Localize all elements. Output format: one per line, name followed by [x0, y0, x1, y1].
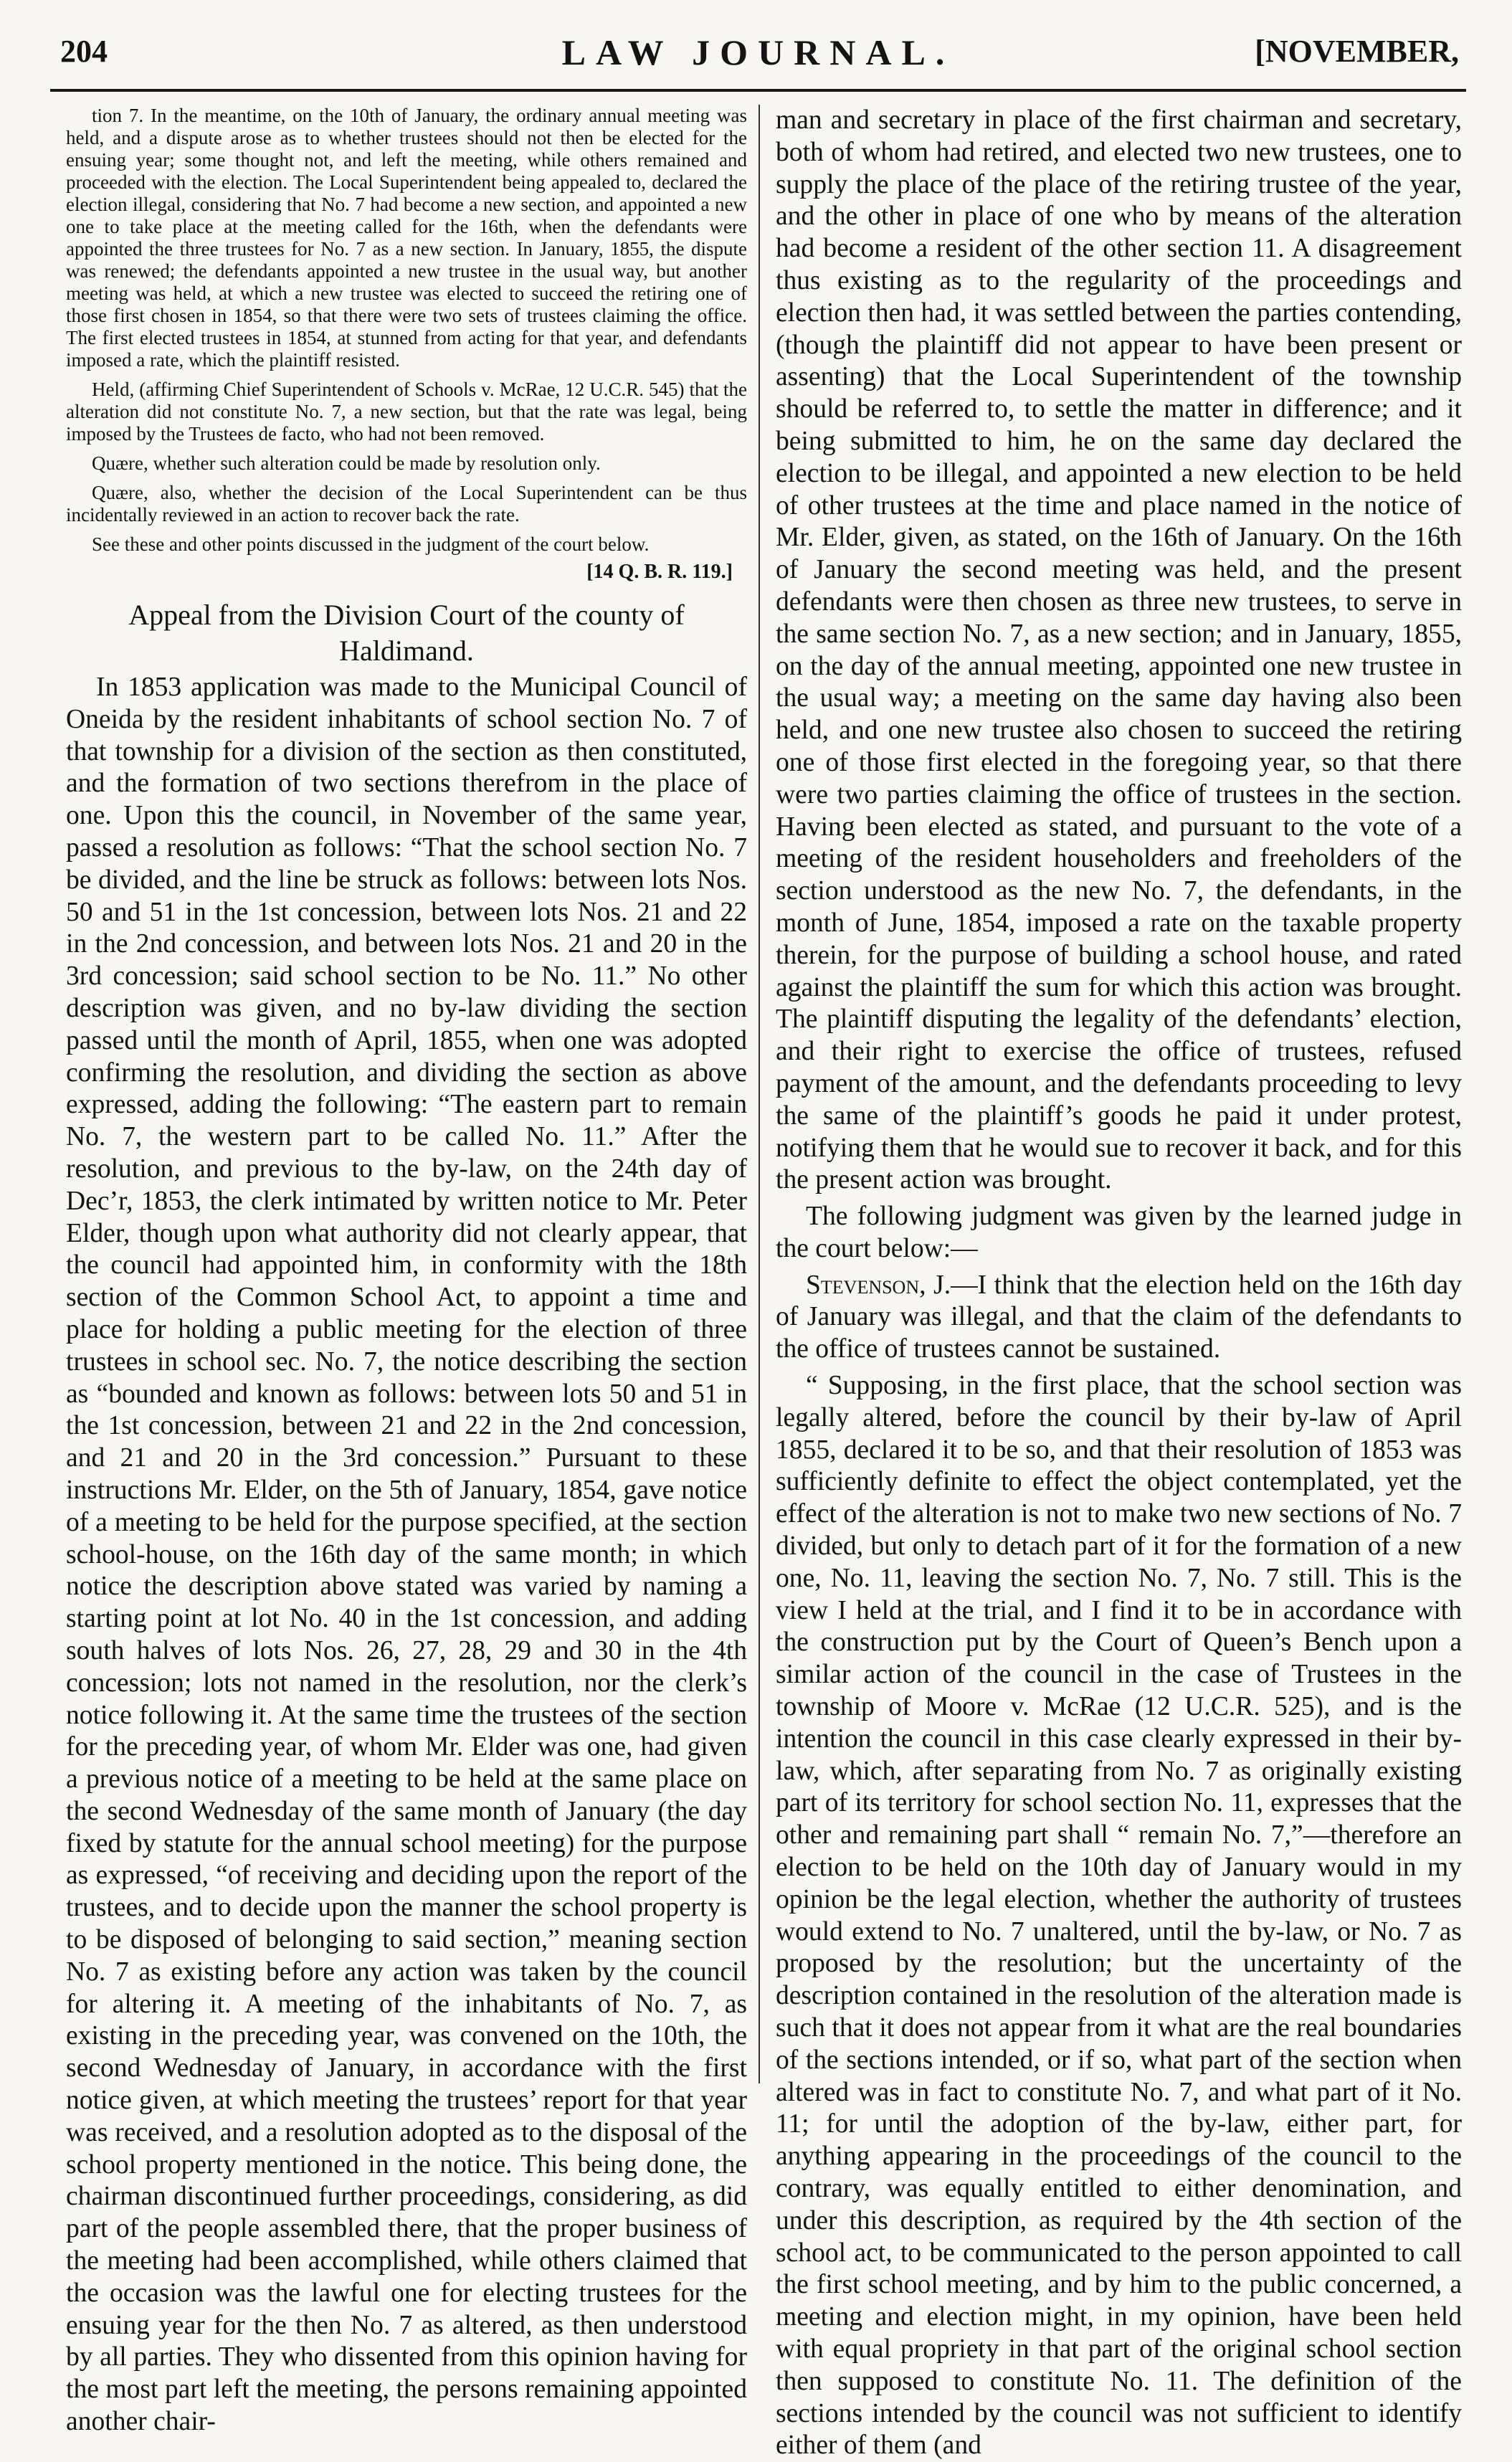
judgment-opening-text: —I think that the election held on the 16th day of January was illegal, and that the claim of the defendants to the office of trustees cannot be sustained. — [776, 1270, 1462, 1364]
headnote-summary: tion 7. In the meantime, on the 10th of January, the ordinary annual meeting was held, and a dispute arose as to whether trustees should not then be elected for the ensuing year; some thought not, and left the meeting, while others remained and proceeded with the election. The Local Superintendent being appealed to, declared the election illegal, considering that No. 7 had become a new section, and appointed a new one to take place at the meeting called for the 16th, when the defendants were appointed the three trustees for No. 7 as a new section. In January, 1855, the dispute was renewed; the defendants appointed a new trustee in the usual way, but another meeting was held, at which a new trustee was elected to succeed the retiring one of those first chosen in 1854, so that there were two sets of trustees claiming the office. The first elected trustees in 1854, at stunned from acting for that year, and defendants imposed a rate, which the plaintiff resisted. — [66, 105, 747, 371]
judgment-opening — [776, 1270, 1462, 1366]
judgment-reasoning: “ Supposing, in the first place, that the school section was legally altered, before the council by their by-law of April 1855, declared it to be so, and that their resolution of 1853 was sufficiently definite to effect the object contemplated, yet the effect of the alteration is not to make two new sections of No. 7 divided, but only to detach part of it for the formation of a new one, No. 11, leaving the section No. 7, No. 7 still. This is the view I held at the trial, and I find it to be in accordance with the construction put by the Court of Queen’s Bench upon a similar action of the council in the case of Trustees in the township of Moore v. McRae (12 U.C.R. 525), and is the intention the council in this case clearly expressed in their by-law, which, after separating from No. 7 as originally existing part of its territory for school section No. 11, expresses that the other and remaining part shall “ remain No. 7,”—therefore an election to be held on the 10th day of January would in my opinion be the legal election, whether the authority of trustees would extend to No. 7 unaltered, until the by-law, or No. 7 as proposed by the resolution; but the uncertainty of the description contained in the resolution of the alteration made is such that it does not appear from it what are the real boundaries of the sections intended, or if so, what part of the section when altered was in fact to constitute No. 7, and what part of it No. 11; for until the adoption of the by-law, either part, for anything appearing in the proceedings of the council to the contrary, was equally entitled to either denomination, and under this description, as required by the 4th section of the school act, to be communicated to the person appointed to call the first school meeting, and by him to the public concerned, a meeting and election might, in my opinion, have been held with equal propriety in that part of the original school section then supposed to constitute No. 11. The definition of the sections intended by the council was not sufficient to identify either of them (and — [776, 1371, 1462, 2461]
appeal-line: Appeal from the Division Court of the county of Haldimand. — [128, 599, 685, 667]
headnote-quaere-2: Quære, also, whether the decision of the Local Superintendent can be thus incidentally reviewed in an action to recover back the rate. — [66, 482, 747, 526]
page-number: 204 — [60, 34, 108, 69]
case-reference: [14 Q. B. R. 119.] — [586, 561, 733, 583]
judge-name: Stevenson, J. — [806, 1270, 951, 1300]
headnote-quaere-1: Quære, whether such alteration could be made by resolution only. — [92, 452, 601, 474]
issue-month: [NOVEMBER, — [1255, 34, 1459, 69]
headnote-held: Held, (affirming Chief Superintendent of Schools v. McRae, 12 U.C.R. 545) that the alteration did not constitute No. 7, a new section, but that the rate was legal, being imposed by the Trustees de facto, who had not been removed. — [66, 379, 747, 445]
statement-of-facts: In 1853 application was made to the Municipal Council of Oneida by the resident inhabitants of school section No. 7 of that township for a division of the section as then constituted, and the formation of two sections therefrom in the place of one. Upon this the council, in November of the same year, passed a resolution as follows: “That the school section No. 7 be divided, and the line be struck as follows: between lots Nos. 50 and 51 in the 1st concession, between lots Nos. 21 and 22 in the 2nd concession, and between lots Nos. 21 and 20 in the 3rd concession; said school section to be No. 11.” No other description was given, and no by-law dividing the section passed until the month of April, 1855, when one was adopted confirming the resolution, and dividing the section as above expressed, adding the following: “The eastern part to remain No. 7, the western part to be called No. 11.” After the resolution, and previous to the by-law, on the 24th day of Dec’r, 1853, the clerk intimated by written notice to Mr. Peter Elder, though upon what authority did not clearly appear, that the council had appointed him, in conformity with the 18th section of the Common School Act, to appoint a time and place for holding a public meeting for the election of three trustees in school sec. No. 7, the notice describing the section as “bounded and known as follows: between lots 50 and 51 in the 1st concession, between 21 and 22 in the 2nd concession, and 21 and 20 in the 3rd concession.” Pursuant to these instructions Mr. Elder, on the 5th of January, 1854, gave notice of a meeting to be held for the purpose specified, at the section school-house, on the 16th day of the same month; in which notice the description above stated was varied by naming a starting point at lot No. 40 in the 1st concession, and adding south halves of lots Nos. 26, 27, 28, 29 and 30 in the 4th concession; lots not named in the resolution, nor the clerk’s notice following it. At the same time the trustees of the section for the preceding year, of whom Mr. Elder was one, had given a previous notice of a meeting to be held at the same place on the second Wednesday of the same month of January (the day fixed by statute for the annual school meeting) for the purpose as expressed, “of receiving and deciding upon the report of the trustees, and to decide upon the manner the school property is to be disposed of belonging to said section,” meaning section No. 7 as existing before any action was taken by the council for altering it. A meeting of the inhabitants of No. 7, as existing in the preceding year, was convened on the 10th, the second Wednesday of January, in accordance with the first notice given, at which meeting the trustees’ report for that year was received, and a resolution adopted as to the disposal of the school property mentioned in the notice. This being done, the chairman discontinued further proceedings, considering, as did part of the people assembled there, that the proper business of the meeting had been accomplished, while others claimed that the occasion was the lawful one for electing trustees for the ensuing year for the then No. 7 as altered, as then understood by all parties. They who dissented from this opinion having for the most part left the meeting, the persons remaining appointed another chair- — [66, 672, 747, 2437]
right-column — [776, 105, 1462, 2461]
journal-title: LAW JOURNAL. — [561, 32, 955, 72]
column-divider — [759, 105, 760, 2083]
left-column — [66, 105, 747, 2437]
facts-continued: man and secretary in place of the first chairman and secretary, both of whom had retired, and elected two new trustees, one to supply the place of the place of the retiring trustee of the year, and the other in place of one who by means of the alteration had become a resident of the other section 11. A disagreement thus existing as to the regularity of the proceedings and election then had, it was settled between the parties contending, (though the plaintiff did not appear to have been present or assenting) that the Local Superintendent of the township should be referred to, to settle the matter in difference; and it being submitted to him, he on the same day declared the election to be illegal, and appointed a new election to be held of other trustees at the time and place named in the notice of Mr. Elder, given, as stated, on the 16th of January. On the 16th of January the second meeting was held, and the present defendants were then chosen as three new trustees, to serve in the same section No. 7, as a new section; and in January, 1855, on the day of the annual meeting, appointed one new trustee in the usual way; a meeting on the same day having also been held, and one new trustee also chosen to succeed the retiring one of those first elected in the foregoing year, so that there were two parties claiming the office of trustees in the section. Having been elected as stated, and pursuant to the vote of a meeting of the resident householders and freeholders of the section understood as the new No. 7, the defendants, in the month of June, 1854, imposed a rate on the taxable property therein, for the purpose of building a school house, and rated against the plaintiff the sum for which this action was brought. The plaintiff disputing the legality of the defendants’ election, and their right to exercise the office of trustees, refused payment of the amount, and the defendants proceeding to levy the same of the plaintiff’s goods he paid it under protest, notifying them that he would sue to recover it back, and for this the present action was brought. — [776, 105, 1462, 1195]
judgment-intro: The following judgment was given by the learned judge in the court below:— — [776, 1202, 1462, 1263]
headnote-see-also: See these and other points discussed in the judgment of the court below. — [92, 533, 650, 555]
page-header — [50, 29, 1466, 92]
